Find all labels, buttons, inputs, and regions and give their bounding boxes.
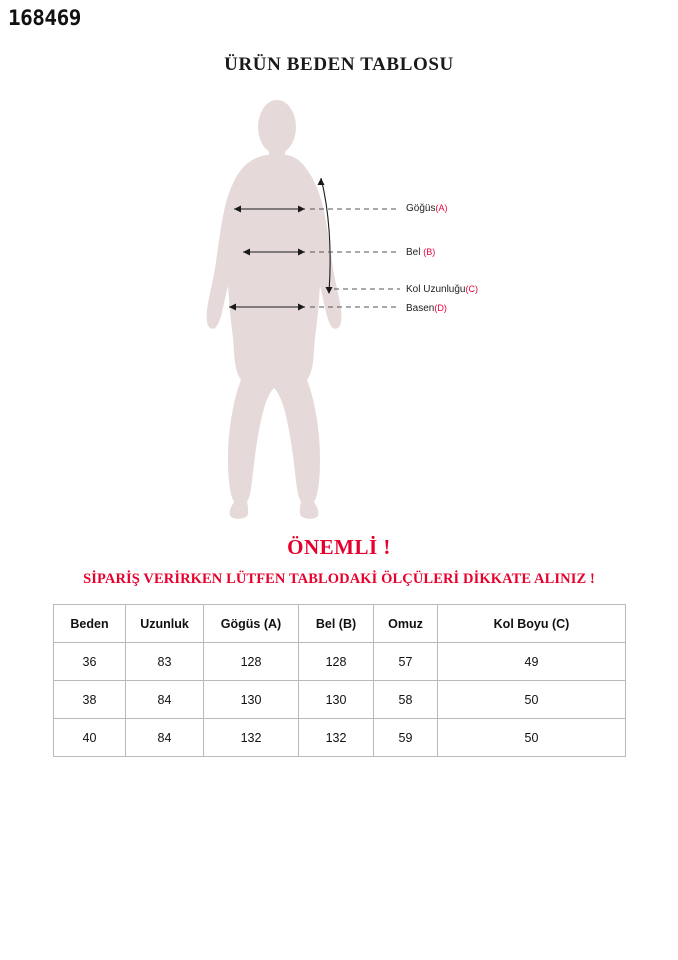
table-row: [54, 719, 626, 757]
column-header-bel: Bel (B): [299, 605, 374, 643]
table-row: [54, 681, 626, 719]
cell-beden: 38: [54, 681, 126, 719]
cell-beden: 40: [54, 719, 126, 757]
column-header-gogus: Gögüs (A): [204, 605, 299, 643]
label-sleeve-length: Kol Uzunluğu(C): [406, 284, 478, 295]
cell-omuz: 59: [374, 719, 438, 757]
cell-bel: 132: [299, 719, 374, 757]
important-note: SİPARİŞ VERİRKEN LÜTFEN TABLODAKİ ÖLÇÜLERİ DİKKATE ALINIZ !: [83, 571, 595, 587]
table-row: [54, 643, 626, 681]
cell-uzunluk: 84: [126, 681, 204, 719]
cell-bel: 128: [299, 643, 374, 681]
cell-gogus: 128: [204, 643, 299, 681]
label-hip: Basen(D): [406, 303, 447, 314]
label-bust: Göğüs(A): [406, 203, 448, 214]
cell-kol-boyu: 50: [438, 719, 626, 757]
column-header-beden: Beden: [54, 605, 126, 643]
size-table: [53, 604, 626, 757]
cell-gogus: 130: [204, 681, 299, 719]
cell-uzunluk: 83: [126, 643, 204, 681]
page-title: ÜRÜN BEDEN TABLOSU: [224, 54, 454, 75]
cell-beden: 36: [54, 643, 126, 681]
column-header-uzunluk: Uzunluk: [126, 605, 204, 643]
female-body-silhouette-icon: [0, 90, 678, 520]
important-title: ÖNEMLİ !: [287, 535, 391, 559]
cell-omuz: 57: [374, 643, 438, 681]
measurement-diagram: [0, 90, 678, 520]
table-header-row: [54, 605, 626, 643]
cell-uzunluk: 84: [126, 719, 204, 757]
cell-kol-boyu: 49: [438, 643, 626, 681]
cell-bel: 130: [299, 681, 374, 719]
column-header-kol-boyu: Kol Boyu (C): [438, 605, 626, 643]
product-code: 168469: [8, 6, 81, 30]
cell-kol-boyu: 50: [438, 681, 626, 719]
column-header-omuz: Omuz: [374, 605, 438, 643]
label-waist: Bel (B): [406, 247, 436, 258]
cell-gogus: 132: [204, 719, 299, 757]
cell-omuz: 58: [374, 681, 438, 719]
